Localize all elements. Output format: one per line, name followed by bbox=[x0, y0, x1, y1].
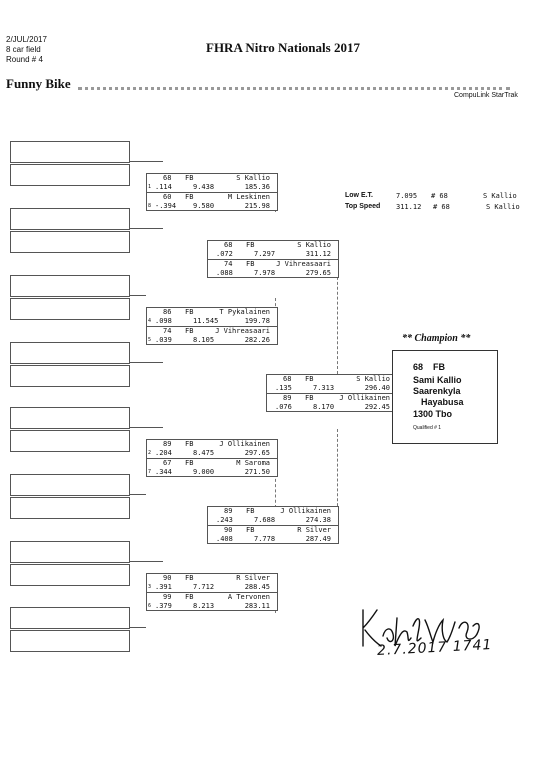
lane-number: 2 bbox=[148, 450, 152, 456]
match-entry-bottom: 90 FB R Silver .408 7.778 287.49 bbox=[216, 526, 331, 543]
ladder-slot bbox=[10, 342, 130, 364]
ladder-slot bbox=[10, 208, 130, 230]
signature-date: 2.7.2017 1741 bbox=[376, 636, 493, 660]
lane-number: 8 bbox=[148, 203, 152, 209]
lane-number: 5 bbox=[148, 337, 152, 343]
champion-engine: 1300 Tbo bbox=[413, 409, 453, 419]
ladder-slot bbox=[10, 231, 130, 253]
ladder-slot bbox=[10, 541, 130, 563]
lane-number: 7 bbox=[148, 469, 152, 475]
champion-qualified: Qualified # 1 bbox=[413, 425, 442, 431]
lane-number: 4 bbox=[148, 318, 152, 324]
match-entry-bottom: 74 FB J Vihreasaari .039 8.105 282.26 5 bbox=[148, 327, 270, 344]
signature bbox=[355, 598, 495, 673]
semifinal-match-2 bbox=[207, 506, 339, 544]
lane-number: 3 bbox=[148, 584, 152, 590]
final-match bbox=[266, 374, 398, 412]
champion-bike: Hayabusa bbox=[421, 397, 464, 407]
champion-town: Saarenkyla bbox=[413, 386, 461, 396]
low-et-number: # 68 bbox=[431, 192, 448, 200]
match-entry-bottom: 60 FB M Leskinen -.394 9.580 215.98 8 bbox=[148, 193, 270, 210]
match-entry-top: 89 FB J Ollikainen .204 8.475 297.65 2 bbox=[147, 440, 277, 459]
champion-number-class: 68 FB bbox=[413, 362, 446, 372]
top-speed-value: 311.12 bbox=[396, 203, 422, 211]
field-size: 8 car field bbox=[6, 45, 41, 54]
top-speed-number: # 68 bbox=[433, 203, 450, 211]
round-number: Round # 4 bbox=[6, 55, 43, 64]
ladder-slot bbox=[10, 365, 130, 387]
ladder-slot bbox=[10, 141, 130, 163]
round1-match-3 bbox=[146, 439, 278, 477]
ladder-slot bbox=[10, 630, 130, 652]
round1-match-2 bbox=[146, 307, 278, 345]
round1-match-4 bbox=[146, 573, 278, 611]
ladder-slot bbox=[10, 164, 130, 186]
low-et-name: S Kallio bbox=[483, 192, 517, 200]
match-entry-top: 68 FB S Kallio .135 7.313 296.40 bbox=[267, 375, 397, 394]
ladder-slot bbox=[10, 407, 130, 429]
champion-name: Sami Kallio bbox=[413, 375, 462, 385]
match-entry-top: 90 FB R Silver .391 7.712 288.45 3 bbox=[147, 574, 277, 593]
class-title: Funny Bike bbox=[6, 76, 71, 91]
low-et-value: 7.095 bbox=[396, 192, 418, 200]
match-entry-top: 68 FB S Kallio .072 7.297 311.12 bbox=[208, 241, 338, 260]
title-dotted-rule bbox=[78, 82, 510, 90]
top-speed-name: S Kallio bbox=[486, 203, 520, 211]
match-entry-bottom: 99 FB A Tervonen .379 8.213 283.11 6 bbox=[148, 593, 270, 610]
top-speed-label: Top Speed bbox=[345, 203, 381, 210]
system-label: CompuLink StarTrak bbox=[454, 92, 518, 99]
ladder-slot bbox=[10, 474, 130, 496]
semifinal-match-1 bbox=[207, 240, 339, 278]
ladder-slot bbox=[10, 430, 130, 452]
match-entry-top: 89 FB J Ollikainen .243 7.688 274.38 bbox=[208, 507, 338, 526]
low-et-label: Low E.T. bbox=[345, 192, 373, 199]
ladder-slot bbox=[10, 564, 130, 586]
match-entry-bottom: 74 FB J Vihreasaari .088 7.978 279.65 bbox=[216, 260, 331, 277]
champion-title: ** Champion ** bbox=[402, 333, 471, 344]
signature-scribble bbox=[355, 598, 495, 668]
event-title: FHRA Nitro Nationals 2017 bbox=[206, 40, 360, 55]
lane-number: 1 bbox=[148, 184, 152, 190]
ladder-slot bbox=[10, 497, 130, 519]
match-entry-bottom: 67 FB M Saroma .344 9.000 271.50 7 bbox=[148, 459, 270, 476]
match-entry-bottom: 89 FB J Ollikainen .076 8.170 292.45 bbox=[275, 394, 390, 411]
lane-number: 6 bbox=[148, 603, 152, 609]
round1-match-1 bbox=[146, 173, 278, 211]
ladder-slot bbox=[10, 275, 130, 297]
match-entry-top: 68 FB S Kallio .114 9.438 185.36 1 bbox=[147, 174, 277, 193]
match-entry-top: 86 FB T Pykalainen .098 11.545 199.78 4 bbox=[147, 308, 277, 327]
race-date: 2/JUL/2017 bbox=[6, 35, 47, 44]
ladder-slot bbox=[10, 607, 130, 629]
champion-box bbox=[392, 350, 498, 444]
ladder-slot bbox=[10, 298, 130, 320]
